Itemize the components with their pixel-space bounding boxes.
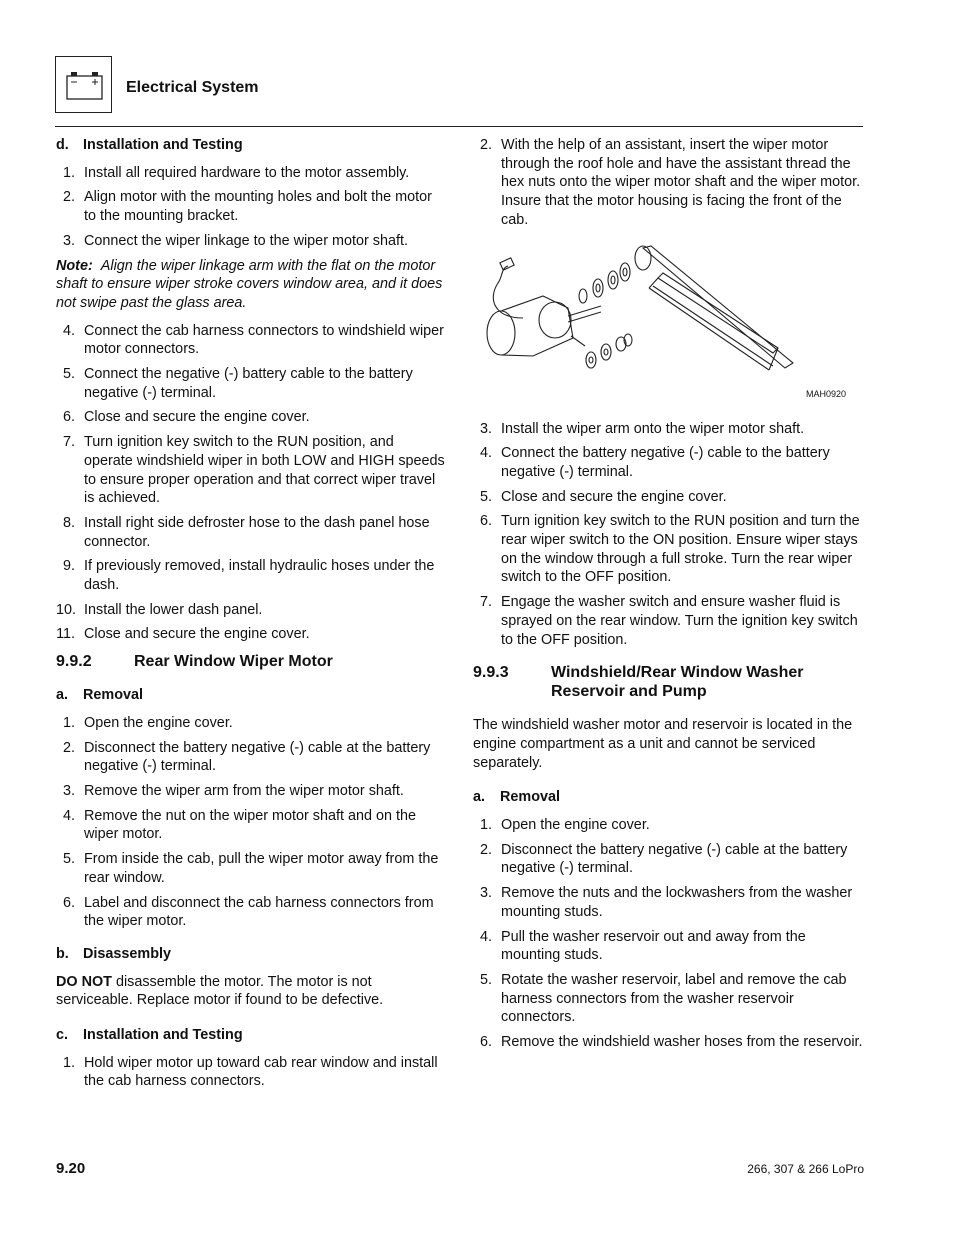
step-number: 2. xyxy=(479,137,492,153)
list-item xyxy=(473,841,865,878)
step-number: 6. xyxy=(62,409,75,426)
step-text: Remove the windshield washer hoses from the reservoir. xyxy=(501,1034,863,1051)
subheading-removal: a. Removal xyxy=(56,687,143,704)
step-list xyxy=(56,714,446,931)
list-item xyxy=(473,136,865,230)
list-item xyxy=(473,488,865,507)
step-number: 5. xyxy=(62,366,75,383)
subheading-removal-washer: a. Removal xyxy=(473,789,560,806)
step-text: Close and secure the engine cover. xyxy=(84,409,310,426)
step-number: 4. xyxy=(479,928,492,945)
step-text: Turn ignition key switch to the RUN position, and operate windshield wiper in both LOW and HIGH speeds to ensure proper operation and that correct wiper travel is achieved. xyxy=(84,434,445,507)
list-item xyxy=(56,1054,446,1091)
step-number: 4. xyxy=(479,445,492,462)
list-item xyxy=(473,512,865,587)
step-text: Install the wiper arm onto the wiper motor shaft. xyxy=(501,420,805,437)
step-text: Connect the battery negative (-) cable to the battery negative (-) terminal. xyxy=(501,445,830,480)
step-text: Open the engine cover. xyxy=(84,714,233,731)
step-text: Connect the negative (-) battery cable to the battery negative (-) terminal. xyxy=(84,366,413,401)
list-item xyxy=(56,807,446,844)
step-number: 6. xyxy=(479,1034,492,1051)
disassembly-paragraph: DO NOT disassemble the motor. The motor is not serviceable. Replace motor if found to be defective. xyxy=(56,973,384,1009)
section-title: Electrical System xyxy=(126,79,259,96)
note-label: Note: xyxy=(56,257,93,274)
step-number: 5. xyxy=(479,488,492,505)
step-text: Pull the washer reservoir out and away from the mounting studs. xyxy=(501,928,806,964)
section-heading-9-9-2: 9.9.2 Rear Window Wiper Motor xyxy=(56,653,333,671)
step-text: Rotate the washer reservoir, label and remove the cab harness connectors from the washer reservoir connectors. xyxy=(501,971,847,1026)
list-item xyxy=(56,894,446,931)
step-list xyxy=(56,164,446,251)
section-heading-9-9-3: 9.9.3 Windshield/Rear Window Washer Reservoir and Pump xyxy=(473,664,804,701)
washer-intro-paragraph: The windshield washer motor and reservoir is located in the engine compartment as a unit and cannot be serviced separately. xyxy=(473,717,853,771)
step-text: Open the engine cover. xyxy=(501,817,650,834)
list-item xyxy=(473,444,865,481)
list-item xyxy=(56,433,446,508)
step-number: 4. xyxy=(62,322,75,339)
step-number: 4. xyxy=(62,807,75,824)
subheading-disassembly: b. Disassembly xyxy=(56,945,171,962)
list-item xyxy=(473,593,865,649)
list-item xyxy=(473,816,865,835)
step-number: 7. xyxy=(62,434,75,451)
step-text: Align motor with the mounting holes and bolt the motor to the mounting bracket. xyxy=(84,189,432,225)
list-item xyxy=(56,408,446,427)
step-number: 3. xyxy=(479,885,492,902)
step-number: 2. xyxy=(62,739,75,756)
step-text: Remove the nuts and the lockwashers from the washer mounting studs. xyxy=(501,885,853,920)
step-number: 1. xyxy=(62,714,75,731)
step-list xyxy=(56,322,446,645)
step-number: 5. xyxy=(62,851,75,868)
list-item xyxy=(56,714,446,733)
header-divider xyxy=(55,126,863,127)
list-item xyxy=(473,928,865,965)
step-text: Install right side defroster hose to the dash panel hose connector. xyxy=(84,514,430,550)
step-text: Connect the cab harness connectors to windshield wiper motor connectors. xyxy=(84,322,444,358)
left-column xyxy=(56,136,446,1097)
list-item xyxy=(56,601,446,620)
step-number: 1. xyxy=(62,1054,75,1071)
step-text: Remove the nut on the wiper motor shaft and on the wiper motor. xyxy=(84,807,416,843)
list-item xyxy=(473,971,865,1027)
battery-icon-box xyxy=(55,56,112,113)
list-item xyxy=(56,164,446,183)
step-text: Disconnect the battery negative (-) cable at the battery negative (-) terminal. xyxy=(84,739,431,775)
step-number: 2. xyxy=(479,841,492,858)
step-text: Close and secure the engine cover. xyxy=(501,488,727,505)
step-list xyxy=(473,420,865,650)
step-list xyxy=(56,1054,446,1091)
note xyxy=(56,257,446,313)
step-text: With the help of an assistant, insert the wiper motor through the roof hole and have the assistant thread the hex nuts onto the wiper motor shaft and the wiper motor. Insure that the motor housing is facing the front of the cab. xyxy=(501,137,861,228)
wiper-motor-figure xyxy=(473,238,858,408)
list-item xyxy=(56,514,446,551)
right-column xyxy=(473,136,865,1058)
step-number: 3. xyxy=(62,782,75,799)
step-text: Turn ignition key switch to the RUN position and turn the rear wiper switch to the ON position. Ensure wiper stays on the window through a full stroke. Turn the rear wiper switch to the OFF position. xyxy=(501,513,860,586)
list-item xyxy=(56,557,446,594)
list-item xyxy=(56,188,446,225)
step-text: Remove the wiper arm from the wiper motor shaft. xyxy=(84,782,404,799)
wiper-motor-exploded-diagram xyxy=(473,238,858,408)
list-item xyxy=(56,850,446,887)
model-footer: 266, 307 & 266 LoPro xyxy=(747,1162,864,1176)
step-text: If previously removed, install hydraulic hoses under the dash. xyxy=(84,558,435,594)
list-item xyxy=(56,322,446,359)
step-number: 5. xyxy=(479,971,492,988)
step-text: From inside the cab, pull the wiper motor away from the rear window. xyxy=(84,851,439,886)
step-number: 3. xyxy=(479,420,492,437)
step-number: 9. xyxy=(62,558,75,575)
list-item xyxy=(56,625,446,644)
step-number: 11. xyxy=(56,626,75,643)
subheading-install-testing: d. Installation and Testing xyxy=(56,137,243,153)
list-item xyxy=(473,420,865,439)
step-text: Disconnect the battery negative (-) cable at the battery negative (-) terminal. xyxy=(501,841,848,877)
list-item xyxy=(56,365,446,402)
step-number: 7. xyxy=(479,594,492,611)
step-number: 8. xyxy=(62,514,75,531)
note-text: Align the wiper linkage arm with the flat on the motor shaft to ensure wiper stroke covers window area, and it does not swipe past the glass area. xyxy=(56,257,443,311)
list-item xyxy=(56,739,446,776)
step-list xyxy=(473,816,865,1052)
list-item xyxy=(473,884,865,921)
step-text: Hold wiper motor up toward cab rear window and install the cab harness connectors. xyxy=(84,1054,438,1090)
step-text: Install the lower dash panel. xyxy=(84,601,263,618)
figure-label: MAH0920 xyxy=(805,388,846,399)
step-number: 3. xyxy=(62,232,75,249)
battery-icon xyxy=(56,57,113,114)
step-number: 1. xyxy=(479,817,492,834)
step-number: 1. xyxy=(62,164,75,181)
step-text: Engage the washer switch and ensure washer fluid is sprayed on the rear window. Turn the ignition key switch to the OFF position. xyxy=(501,594,858,648)
step-text: Label and disconnect the cab harness connectors from the wiper motor. xyxy=(84,894,434,930)
step-number: 2. xyxy=(62,189,75,206)
subheading-install-testing-c: c. Installation and Testing xyxy=(56,1027,243,1044)
step-list xyxy=(473,136,865,230)
page-number: 9.20 xyxy=(56,1160,86,1177)
step-text: Install all required hardware to the motor assembly. xyxy=(84,164,410,181)
list-item xyxy=(473,1033,865,1052)
step-text: Connect the wiper linkage to the wiper motor shaft. xyxy=(84,232,408,249)
step-number: 10. xyxy=(56,601,77,618)
step-number: 6. xyxy=(62,894,75,911)
list-item xyxy=(56,782,446,801)
list-item xyxy=(56,232,446,251)
step-number: 6. xyxy=(479,513,492,530)
step-text: Close and secure the engine cover. xyxy=(84,626,310,643)
